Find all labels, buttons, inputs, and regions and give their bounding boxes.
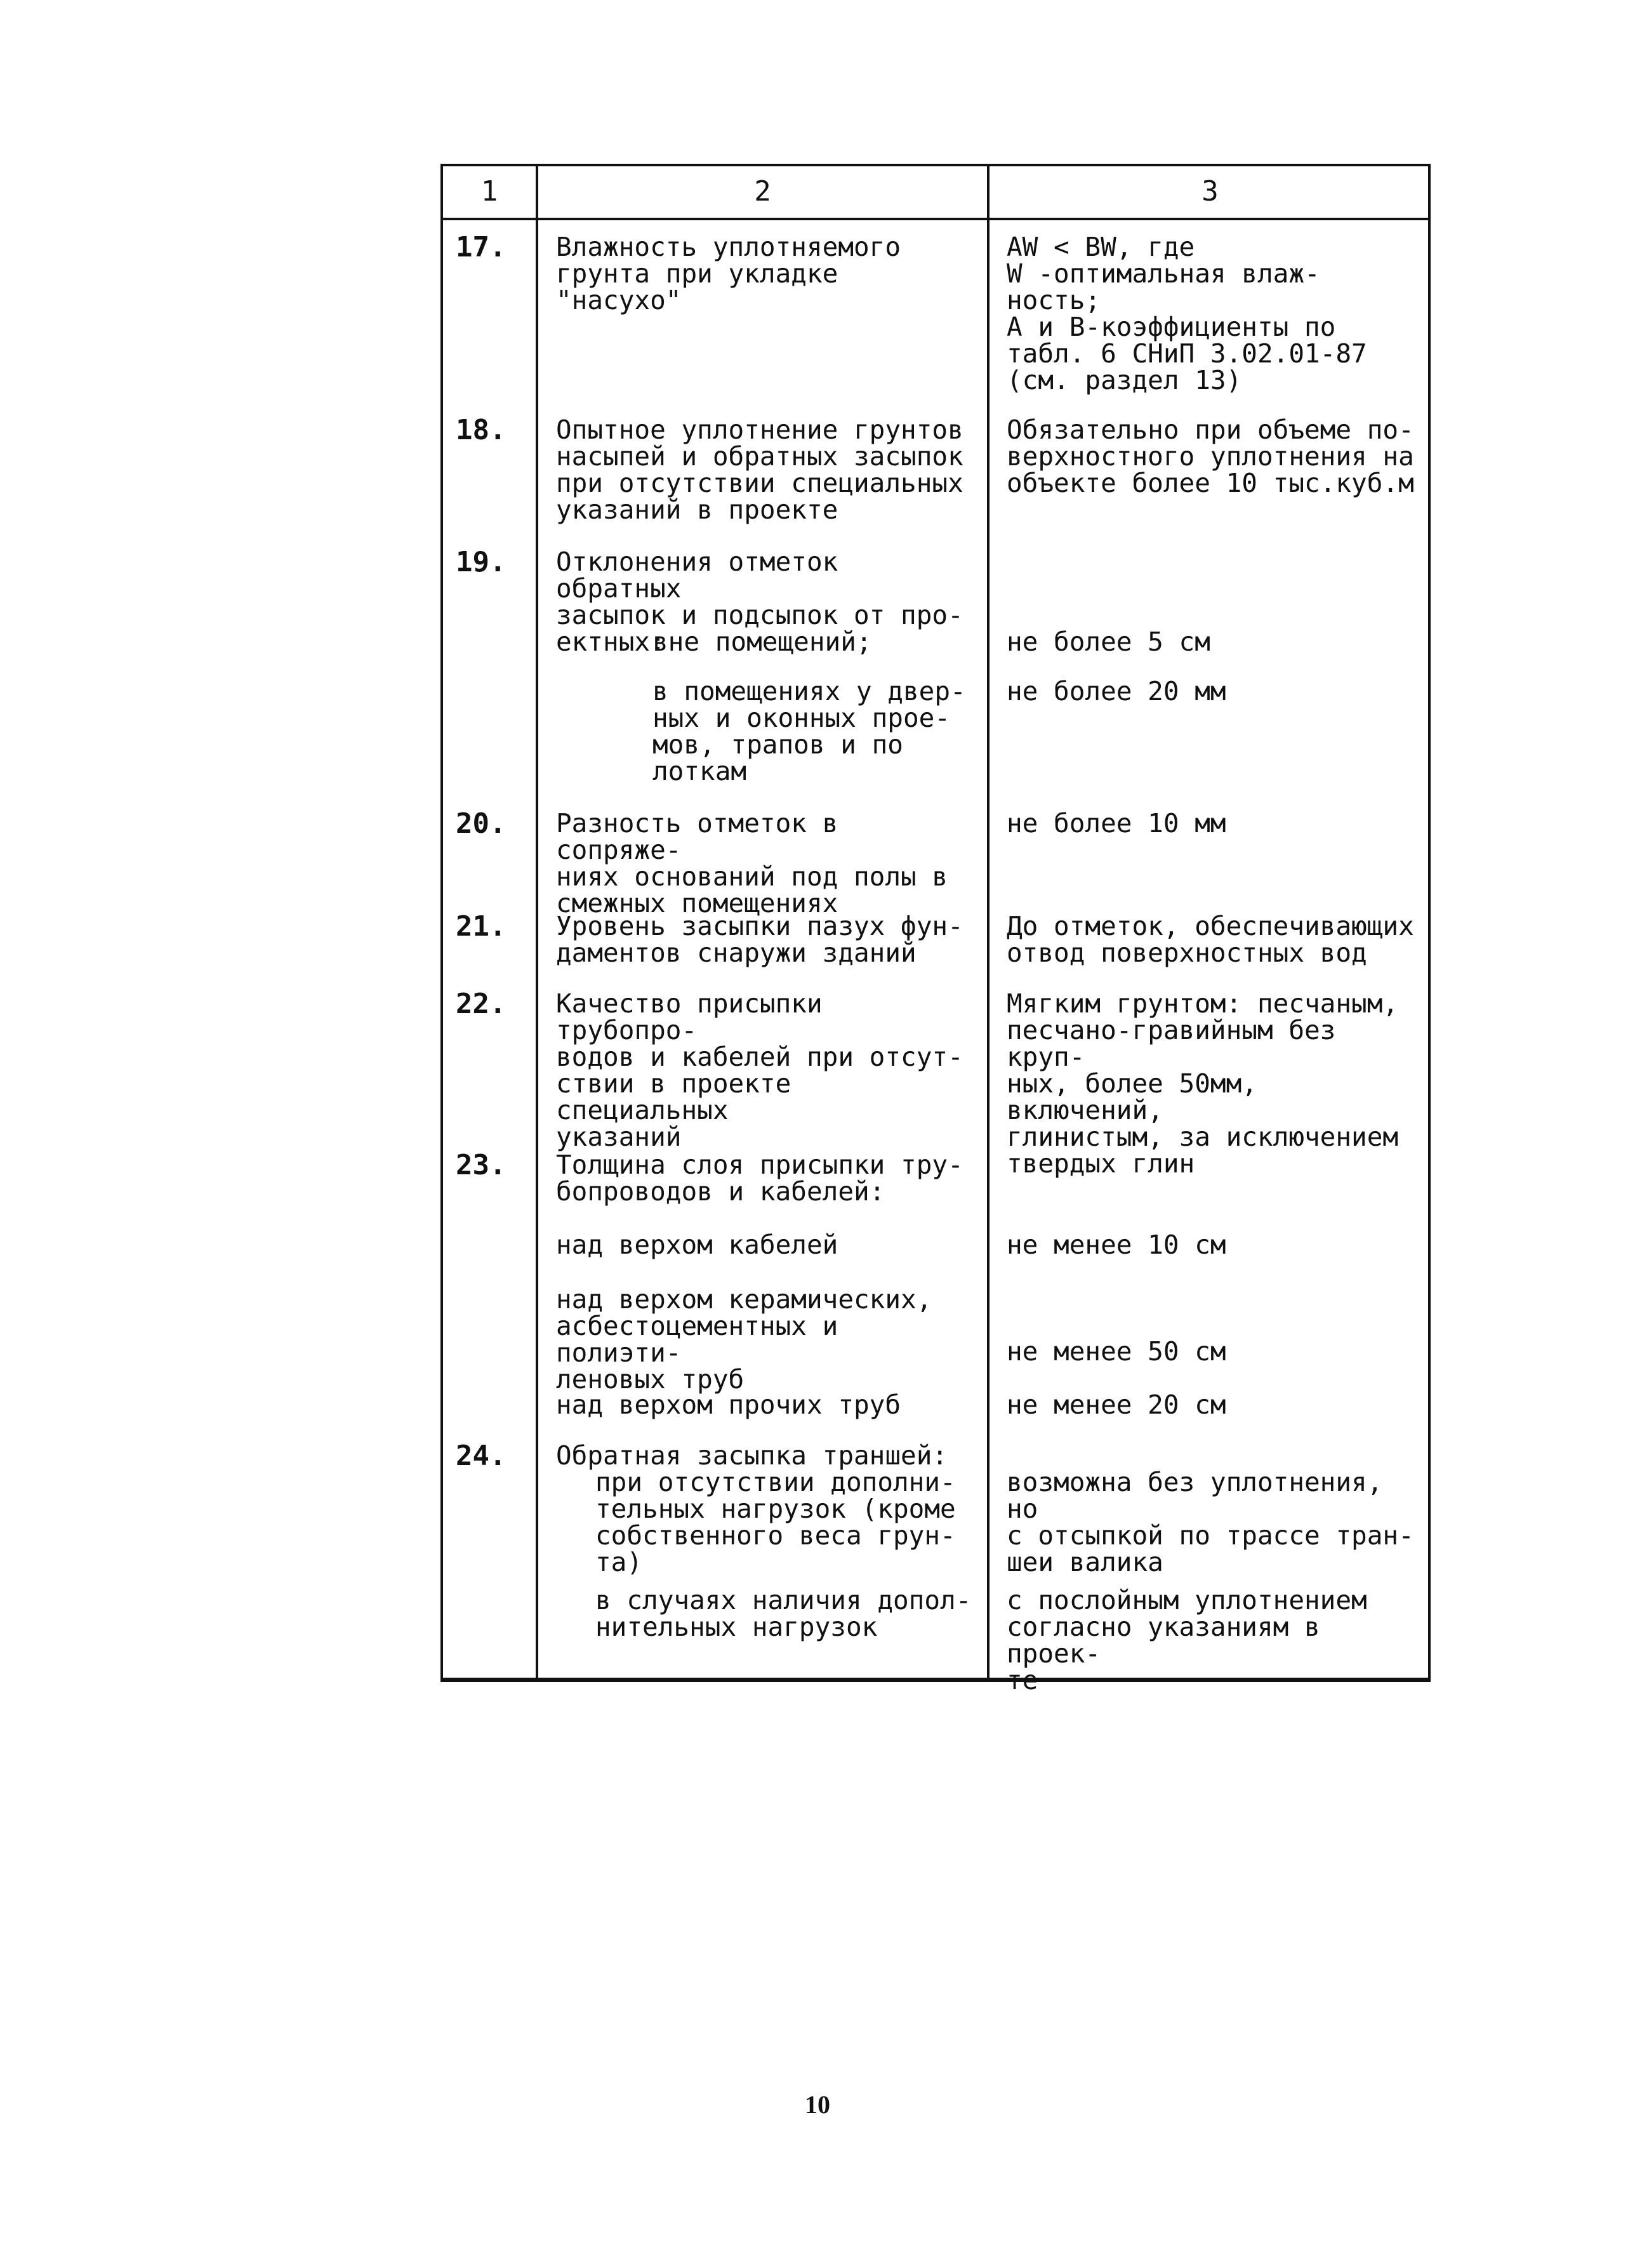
- row-number: 17.: [456, 231, 506, 263]
- column-header-2: 2: [754, 175, 771, 208]
- row-sub-label: при отсутствии дополни- тельных нагрузок (кроме собственного веса грун- та): [595, 1467, 956, 1577]
- column-header-3: 3: [1201, 175, 1219, 208]
- row-sub-label: в случаях наличия допол- нительных нагрузок: [595, 1585, 972, 1642]
- row-value: Мягким грунтом: песчаным, песчано-гравийным без круп- ных, более 50мм, включений, глинистым, за исключением твердых глин: [1007, 988, 1399, 1179]
- row-sub-value: не более 5 см: [1007, 627, 1210, 657]
- column-divider-2: [987, 166, 990, 1678]
- row-sub-value: не менее 20 см: [1007, 1389, 1226, 1420]
- row-parameter: Уровень засыпки пазух фун- даментов снаружи зданий: [556, 911, 963, 968]
- row-number: 20.: [456, 807, 506, 840]
- row-value: Обязательно при объеме по- верхностного уплотнения на объекте более 10 тыс.куб.м: [1007, 414, 1414, 498]
- requirements-table: [440, 164, 1431, 1695]
- row-parameter: Отклонения отметок обратных засыпок и подсыпок от про- ектных:: [556, 547, 963, 657]
- row-number: 23.: [456, 1149, 506, 1181]
- row-value: не более 10 мм: [1007, 808, 1226, 839]
- row-sub-value: не менее 50 см: [1007, 1336, 1226, 1367]
- column-divider-1: [536, 166, 538, 1678]
- row-number: 21.: [456, 910, 506, 943]
- row-parameter: Качество присыпки трубопро- водов и кабелей при отсут- ствии в проекте специальных указаний: [556, 988, 963, 1152]
- row-sub-value: с послойным уплотнением согласно указаниям в проек- те: [1007, 1585, 1367, 1695]
- row-sub-label: вне помещений;: [652, 627, 872, 657]
- row-sub-value: не менее 10 см: [1007, 1230, 1226, 1260]
- header-divider: [443, 218, 1428, 220]
- page-number: 10: [805, 2090, 830, 2119]
- column-header-1: 1: [480, 175, 498, 208]
- row-sub-label: в помещениях у двер- ных и оконных прое- мов, трапов и по лоткам: [652, 676, 966, 786]
- row-parameter: Влажность уплотняемого грунта при укладке "насухо": [556, 232, 901, 315]
- row-value: AW < BW, где W -оптимальная влаж- ность; А и В-коэффициенты по табл. 6 СНиП 3.02.01-87 (см. раздел 13): [1007, 232, 1367, 395]
- row-parameter: Толщина слоя присыпки тру- бопроводов и кабелей:: [556, 1150, 963, 1207]
- row-parameter: Опытное уплотнение грунтов насыпей и обратных засыпок при отсутствии специальных указаний в проекте: [556, 414, 963, 525]
- row-sub-value: возможна без уплотнения, но с отсыпкой по трассе тран- шеи валика: [1007, 1467, 1414, 1577]
- row-parameter: Обратная засыпка траншей:: [556, 1440, 948, 1471]
- row-parameter: Разность отметок в сопряже- ниях оснований под полы в смежных помещениях: [556, 808, 948, 918]
- row-sub-value: не более 20 мм: [1007, 676, 1226, 706]
- row-number: 18.: [456, 414, 506, 446]
- row-value: До отметок, обеспечивающих отвод поверхностных вод: [1007, 911, 1414, 968]
- row-sub-label: над верхом прочих труб: [556, 1389, 901, 1420]
- row-sub-label: над верхом керамических, асбестоцементных и полиэти- леновых труб: [556, 1284, 932, 1395]
- row-number: 24.: [456, 1440, 506, 1472]
- row-sub-label: над верхом кабелей: [556, 1230, 838, 1260]
- row-number: 22.: [456, 988, 506, 1020]
- row-number: 19.: [456, 546, 506, 578]
